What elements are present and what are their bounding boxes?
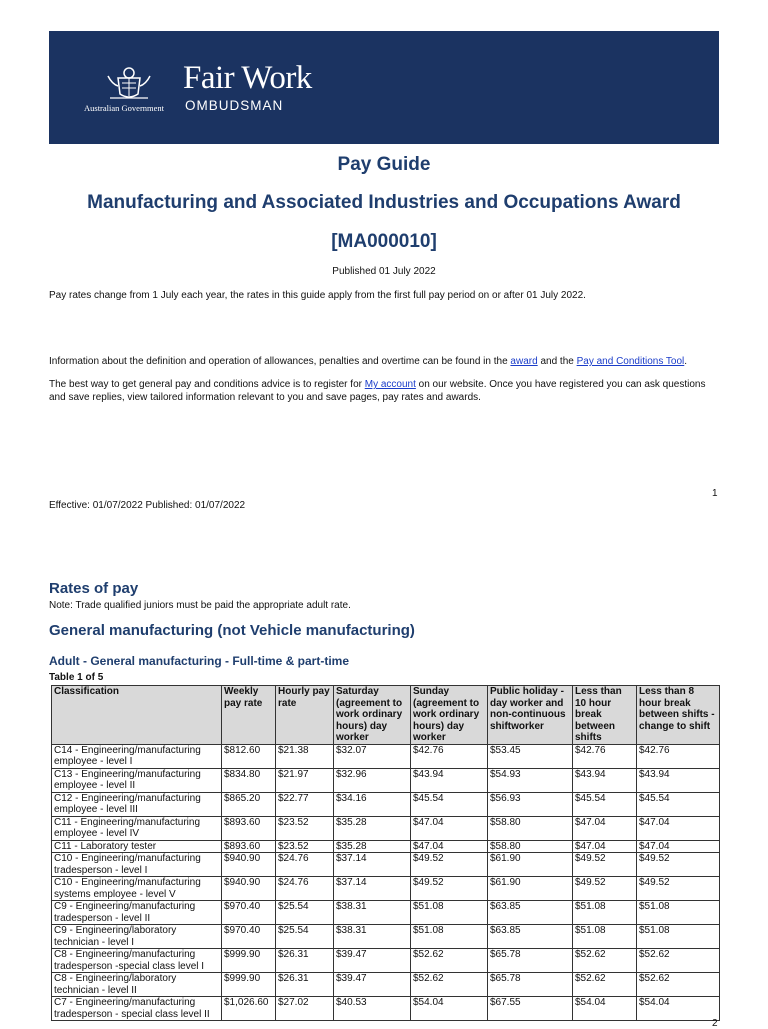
table-cell: $34.16 [334, 792, 411, 816]
table-cell: $893.60 [222, 840, 276, 853]
table-cell: $21.38 [276, 744, 334, 768]
table-cell: $51.08 [411, 901, 488, 925]
coat-of-arms-icon [104, 64, 154, 104]
column-header: Public holiday - day worker and non-continuous shiftworker [488, 686, 573, 745]
table-cell: $65.78 [488, 973, 573, 997]
table-cell: $52.62 [573, 973, 637, 997]
table-cell: $49.52 [411, 877, 488, 901]
table-cell: $54.04 [573, 997, 637, 1021]
table-cell: $38.31 [334, 901, 411, 925]
column-header: Less than 8 hour break between shifts - change to shift [637, 686, 720, 745]
advice-text: The best way to get general pay and conditions advice is to register for [49, 379, 365, 390]
table-cell: C10 - Engineering/manufacturing tradesperson - level I [52, 853, 222, 877]
table-row [52, 973, 720, 997]
table-cell: $22.77 [276, 792, 334, 816]
table-cell: $45.54 [637, 792, 720, 816]
table-cell: $43.94 [637, 768, 720, 792]
section-heading: General manufacturing (not Vehicle manufacturing) [49, 622, 415, 639]
rates-note: Note: Trade qualified juniors must be paid the appropriate adult rate. [49, 600, 351, 611]
table-cell: $47.04 [637, 816, 720, 840]
table-cell: $940.90 [222, 877, 276, 901]
table-cell: $51.08 [573, 901, 637, 925]
table-cell: $25.54 [276, 925, 334, 949]
table-cell: $49.52 [637, 877, 720, 901]
table-cell: $32.96 [334, 768, 411, 792]
table-cell: $52.62 [573, 949, 637, 973]
table-cell: $61.90 [488, 877, 573, 901]
table-cell: $52.62 [411, 973, 488, 997]
award-link[interactable]: award [510, 356, 538, 367]
brand-subtitle: OMBUDSMAN [185, 98, 284, 113]
table-cell: $54.04 [411, 997, 488, 1021]
table-row [52, 877, 720, 901]
table-caption: Table 1 of 5 [49, 672, 104, 683]
award-title: Manufacturing and Associated Industries and Occupations Award [87, 192, 681, 213]
table-cell: C10 - Engineering/manufacturing systems employee - level V [52, 877, 222, 901]
table-cell: $999.90 [222, 973, 276, 997]
info-text-end: . [684, 356, 688, 367]
table-cell: $61.90 [488, 853, 573, 877]
table-cell: $63.85 [488, 901, 573, 925]
table-cell: $42.76 [573, 744, 637, 768]
rates-change-paragraph: Pay rates change from 1 July each year, the rates in this guide apply from the first full pay period on or after 01 July 2022. [49, 290, 586, 301]
pay-conditions-tool-link[interactable]: Pay and Conditions Tool [576, 356, 685, 367]
info-text: Information about the definition and operation of allowances, penalties and overtime can be found in the [49, 356, 511, 367]
table-cell: $38.31 [334, 925, 411, 949]
table-cell: $940.90 [222, 853, 276, 877]
table-cell: $43.94 [411, 768, 488, 792]
table-cell: $58.80 [488, 816, 573, 840]
table-cell: $65.78 [488, 949, 573, 973]
table-cell: $49.52 [573, 853, 637, 877]
table-cell: $970.40 [222, 901, 276, 925]
table-row [52, 901, 720, 925]
table-cell: $39.47 [334, 973, 411, 997]
table-cell: $23.52 [276, 816, 334, 840]
table-cell: $39.47 [334, 949, 411, 973]
table-cell: $37.14 [334, 877, 411, 901]
table-cell: $52.62 [411, 949, 488, 973]
table-cell: $51.08 [637, 901, 720, 925]
column-header: Sunday (agreement to work ordinary hours) day worker [411, 686, 488, 745]
table-cell: $25.54 [276, 901, 334, 925]
table-cell: $49.52 [411, 853, 488, 877]
advice-text-end: on our website. Once you have registered you can ask questions and save replies, view tailored information relevant to you and save pages, pay rates and awards. [49, 379, 706, 403]
table-cell: $834.80 [222, 768, 276, 792]
table-header-row [52, 686, 720, 745]
table-cell: $63.85 [488, 925, 573, 949]
table-row [52, 816, 720, 840]
table-cell: $1,026.60 [222, 997, 276, 1021]
table-cell: C7 - Engineering/manufacturing tradesperson - special class level II [52, 997, 222, 1021]
table-row [52, 792, 720, 816]
table-cell: $67.55 [488, 997, 573, 1021]
table-cell: $58.80 [488, 840, 573, 853]
table-cell: $54.93 [488, 768, 573, 792]
table-cell: $45.54 [411, 792, 488, 816]
table-row [52, 949, 720, 973]
table-cell: $37.14 [334, 853, 411, 877]
award-code: [MA000010] [331, 231, 437, 252]
table-cell: C11 - Engineering/manufacturing employee - level IV [52, 816, 222, 840]
table-cell: $812.60 [222, 744, 276, 768]
table-cell: $51.08 [411, 925, 488, 949]
table-cell: $999.90 [222, 949, 276, 973]
table-cell: $53.45 [488, 744, 573, 768]
table-cell: $26.31 [276, 949, 334, 973]
table-row [52, 744, 720, 768]
next-page-number: 2 [712, 1018, 718, 1029]
pay-rates-table [51, 685, 720, 1021]
table-cell: $54.04 [637, 997, 720, 1021]
advice-paragraph [49, 378, 724, 404]
table-cell: $47.04 [573, 840, 637, 853]
table-cell: $893.60 [222, 816, 276, 840]
table-row [52, 925, 720, 949]
table-cell: $27.02 [276, 997, 334, 1021]
table-cell: $52.62 [637, 949, 720, 973]
table-cell: C9 - Engineering/laboratory technician - level I [52, 925, 222, 949]
column-header: Hourly pay rate [276, 686, 334, 745]
table-cell: $865.20 [222, 792, 276, 816]
info-paragraph [49, 355, 724, 368]
table-cell: $24.76 [276, 877, 334, 901]
table-cell: $42.76 [411, 744, 488, 768]
table-cell: C14 - Engineering/manufacturing employee - level I [52, 744, 222, 768]
table-cell: C9 - Engineering/manufacturing tradesperson - level II [52, 901, 222, 925]
table-cell: $52.62 [637, 973, 720, 997]
table-cell: $49.52 [637, 853, 720, 877]
table-cell: $51.08 [637, 925, 720, 949]
table-cell: C8 - Engineering/laboratory technician - level II [52, 973, 222, 997]
table-row [52, 768, 720, 792]
rates-heading: Rates of pay [49, 580, 139, 597]
table-cell: $56.93 [488, 792, 573, 816]
published-date: Published 01 July 2022 [332, 266, 436, 277]
table-cell: $24.76 [276, 853, 334, 877]
column-header: Weekly pay rate [222, 686, 276, 745]
table-row [52, 997, 720, 1021]
table-row [52, 840, 720, 853]
table-cell: $47.04 [573, 816, 637, 840]
column-header: Less than 10 hour break between shifts [573, 686, 637, 745]
table-cell: $35.28 [334, 816, 411, 840]
table-cell: $32.07 [334, 744, 411, 768]
table-cell: $26.31 [276, 973, 334, 997]
table-row [52, 853, 720, 877]
table-cell: C8 - Engineering/manufacturing tradesperson -special class level I [52, 949, 222, 973]
table-cell: $47.04 [637, 840, 720, 853]
table-cell: $49.52 [573, 877, 637, 901]
table-cell: $42.76 [637, 744, 720, 768]
column-header: Classification [52, 686, 222, 745]
table-cell: $43.94 [573, 768, 637, 792]
table-cell: C11 - Laboratory tester [52, 840, 222, 853]
subsection-heading: Adult - General manufacturing - Full-time & part-time [49, 654, 350, 668]
table-cell: $40.53 [334, 997, 411, 1021]
table-cell: $970.40 [222, 925, 276, 949]
page-number: 1 [712, 488, 718, 499]
table-cell: $47.04 [411, 840, 488, 853]
info-text-mid: and the [537, 356, 577, 367]
table-cell: $47.04 [411, 816, 488, 840]
table-cell: $35.28 [334, 840, 411, 853]
table-cell: $51.08 [573, 925, 637, 949]
column-header: Saturday (agreement to work ordinary hours) day worker [334, 686, 411, 745]
table-cell: C13 - Engineering/manufacturing employee - level II [52, 768, 222, 792]
table-cell: $23.52 [276, 840, 334, 853]
page-title: Pay Guide [337, 154, 431, 175]
government-label: Australian Government [84, 103, 165, 113]
effective-date: Effective: 01/07/2022 Published: 01/07/2022 [49, 500, 246, 511]
brand-name: Fair Work [183, 60, 312, 96]
my-account-link[interactable]: My account [364, 379, 416, 390]
table-cell: C12 - Engineering/manufacturing employee - level III [52, 792, 222, 816]
table-cell: $21.97 [276, 768, 334, 792]
table-cell: $45.54 [573, 792, 637, 816]
